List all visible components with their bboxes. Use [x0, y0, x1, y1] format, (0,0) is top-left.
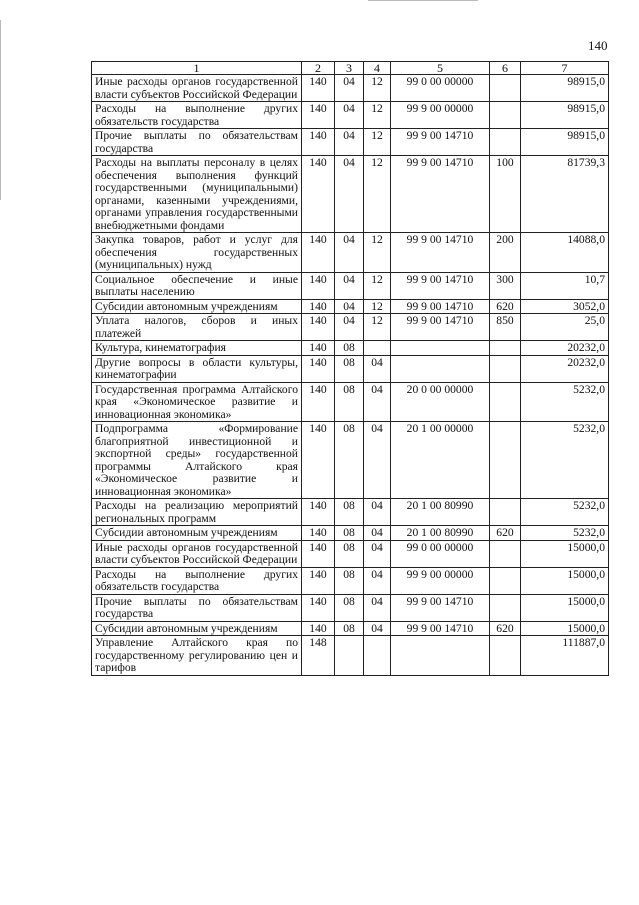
row-name-cell: Культура, кинематография	[92, 341, 302, 356]
row-name-cell: Субсидии автономным учреждениям	[92, 299, 302, 314]
section-code-cell: 04	[335, 272, 364, 299]
ministry-code-cell: 140	[302, 75, 335, 102]
ministry-code-cell: 140	[302, 499, 335, 526]
subsection-code-cell: 04	[364, 594, 391, 621]
table-row	[92, 75, 609, 102]
section-code-cell: 04	[335, 129, 364, 156]
ministry-code-cell: 140	[302, 341, 335, 356]
target-article-cell: 99 9 00 14710	[391, 314, 490, 341]
target-article-cell: 99 9 00 14710	[391, 129, 490, 156]
expense-type-cell	[490, 567, 521, 594]
subsection-code-cell: 12	[364, 75, 391, 102]
table-header-row	[92, 62, 609, 75]
amount-cell: 25,0	[521, 314, 609, 341]
row-name-cell: Управление Алтайского края по государственному регулированию цен и тарифов	[92, 636, 302, 676]
target-article-cell: 99 9 00 14710	[391, 233, 490, 273]
table-row	[92, 272, 609, 299]
expense-type-cell	[490, 355, 521, 382]
subsection-code-cell	[364, 341, 391, 356]
column-header: 3	[335, 62, 364, 75]
target-article-cell: 20 1 00 80990	[391, 526, 490, 541]
row-name-cell: Социальное обеспечение и иные выплаты населению	[92, 272, 302, 299]
section-code-cell: 08	[335, 499, 364, 526]
subsection-code-cell: 12	[364, 314, 391, 341]
amount-cell: 10,7	[521, 272, 609, 299]
table-row	[92, 567, 609, 594]
expense-type-cell	[490, 382, 521, 422]
table-row	[92, 233, 609, 273]
target-article-cell: 20 0 00 00000	[391, 382, 490, 422]
table-row	[92, 594, 609, 621]
target-article-cell: 99 9 00 00000	[391, 102, 490, 129]
row-name-cell: Подпрограмма «Формирование благоприятной инвестиционной и экспортной среды» государственной программы Алтайского края «Экономическое развитие и инновационная экономика»	[92, 422, 302, 499]
ministry-code-cell: 140	[302, 299, 335, 314]
target-article-cell: 99 9 00 14710	[391, 156, 490, 233]
target-article-cell: 99 9 00 14710	[391, 621, 490, 636]
ministry-code-cell: 140	[302, 382, 335, 422]
column-header: 4	[364, 62, 391, 75]
expense-type-cell	[490, 422, 521, 499]
amount-cell: 15000,0	[521, 567, 609, 594]
expense-type-cell	[490, 594, 521, 621]
subsection-code-cell: 12	[364, 272, 391, 299]
amount-cell: 81739,3	[521, 156, 609, 233]
row-name-cell: Расходы на выполнение других обязательств государства	[92, 102, 302, 129]
expense-type-cell	[490, 540, 521, 567]
subsection-code-cell: 04	[364, 382, 391, 422]
expense-type-cell	[490, 499, 521, 526]
ministry-code-cell: 140	[302, 355, 335, 382]
ministry-code-cell: 140	[302, 540, 335, 567]
section-code-cell: 08	[335, 540, 364, 567]
row-name-cell: Расходы на реализацию мероприятий региональных программ	[92, 499, 302, 526]
expense-type-cell: 620	[490, 299, 521, 314]
table-row	[92, 499, 609, 526]
subsection-code-cell	[364, 636, 391, 676]
section-code-cell	[335, 636, 364, 676]
table-row	[92, 636, 609, 676]
table-row	[92, 382, 609, 422]
target-article-cell: 99 9 00 14710	[391, 299, 490, 314]
section-code-cell: 04	[335, 314, 364, 341]
column-header: 1	[92, 62, 302, 75]
amount-cell: 5232,0	[521, 382, 609, 422]
amount-cell: 20232,0	[521, 341, 609, 356]
subsection-code-cell: 12	[364, 102, 391, 129]
expense-type-cell: 200	[490, 233, 521, 273]
ministry-code-cell: 148	[302, 636, 335, 676]
scan-edge-mark	[0, 20, 1, 200]
amount-cell: 5232,0	[521, 422, 609, 499]
row-name-cell: Иные расходы органов государственной власти субъектов Российской Федерации	[92, 75, 302, 102]
ministry-code-cell: 140	[302, 129, 335, 156]
amount-cell: 14088,0	[521, 233, 609, 273]
target-article-cell: 20 1 00 80990	[391, 499, 490, 526]
target-article-cell	[391, 636, 490, 676]
section-code-cell: 04	[335, 75, 364, 102]
section-code-cell: 04	[335, 299, 364, 314]
subsection-code-cell: 04	[364, 526, 391, 541]
section-code-cell: 08	[335, 382, 364, 422]
ministry-code-cell: 140	[302, 621, 335, 636]
subsection-code-cell: 12	[364, 233, 391, 273]
amount-cell: 111887,0	[521, 636, 609, 676]
row-name-cell: Государственная программа Алтайского края «Экономическое развитие и инновационная экономика»	[92, 382, 302, 422]
section-code-cell: 08	[335, 594, 364, 621]
scan-edge-mark	[368, 0, 478, 1]
table-row	[92, 422, 609, 499]
table-body	[92, 75, 609, 676]
row-name-cell: Закупка товаров, работ и услуг для обеспечения государственных (муниципальных) нужд	[92, 233, 302, 273]
row-name-cell: Субсидии автономным учреждениям	[92, 526, 302, 541]
ministry-code-cell: 140	[302, 233, 335, 273]
column-header: 2	[302, 62, 335, 75]
table-row	[92, 129, 609, 156]
target-article-cell: 99 0 00 00000	[391, 75, 490, 102]
section-code-cell: 08	[335, 341, 364, 356]
row-name-cell: Иные расходы органов государственной власти субъектов Российской Федерации	[92, 540, 302, 567]
ministry-code-cell: 140	[302, 594, 335, 621]
table-row	[92, 341, 609, 356]
table-row	[92, 526, 609, 541]
amount-cell: 5232,0	[521, 526, 609, 541]
ministry-code-cell: 140	[302, 272, 335, 299]
budget-table	[91, 61, 609, 676]
subsection-code-cell: 04	[364, 422, 391, 499]
amount-cell: 15000,0	[521, 594, 609, 621]
section-code-cell: 08	[335, 422, 364, 499]
table-row	[92, 355, 609, 382]
section-code-cell: 08	[335, 355, 364, 382]
table-row	[92, 314, 609, 341]
expense-type-cell	[490, 102, 521, 129]
amount-cell: 15000,0	[521, 540, 609, 567]
expense-type-cell: 620	[490, 526, 521, 541]
expense-type-cell	[490, 636, 521, 676]
amount-cell: 98915,0	[521, 102, 609, 129]
expense-type-cell: 620	[490, 621, 521, 636]
subsection-code-cell: 04	[364, 567, 391, 594]
subsection-code-cell: 12	[364, 156, 391, 233]
amount-cell: 98915,0	[521, 129, 609, 156]
table-row	[92, 540, 609, 567]
amount-cell: 3052,0	[521, 299, 609, 314]
subsection-code-cell: 04	[364, 621, 391, 636]
row-name-cell: Прочие выплаты по обязательствам государства	[92, 129, 302, 156]
target-article-cell: 99 0 00 00000	[391, 540, 490, 567]
target-article-cell: 99 9 00 14710	[391, 594, 490, 621]
ministry-code-cell: 140	[302, 567, 335, 594]
section-code-cell: 04	[335, 102, 364, 129]
expense-type-cell	[490, 341, 521, 356]
table-row	[92, 156, 609, 233]
column-header: 5	[391, 62, 490, 75]
section-code-cell: 04	[335, 156, 364, 233]
target-article-cell: 20 1 00 00000	[391, 422, 490, 499]
ministry-code-cell: 140	[302, 156, 335, 233]
table-row	[92, 299, 609, 314]
target-article-cell	[391, 341, 490, 356]
amount-cell: 5232,0	[521, 499, 609, 526]
subsection-code-cell: 04	[364, 540, 391, 567]
ministry-code-cell: 140	[302, 422, 335, 499]
ministry-code-cell: 140	[302, 314, 335, 341]
ministry-code-cell: 140	[302, 102, 335, 129]
expense-type-cell: 850	[490, 314, 521, 341]
section-code-cell: 08	[335, 567, 364, 594]
table-row	[92, 102, 609, 129]
amount-cell: 98915,0	[521, 75, 609, 102]
subsection-code-cell: 12	[364, 299, 391, 314]
row-name-cell: Другие вопросы в области культуры, кинематографии	[92, 355, 302, 382]
expense-type-cell	[490, 129, 521, 156]
row-name-cell: Уплата налогов, сборов и иных платежей	[92, 314, 302, 341]
target-article-cell: 99 9 00 00000	[391, 567, 490, 594]
subsection-code-cell: 04	[364, 355, 391, 382]
subsection-code-cell: 04	[364, 499, 391, 526]
amount-cell: 20232,0	[521, 355, 609, 382]
amount-cell: 15000,0	[521, 621, 609, 636]
target-article-cell	[391, 355, 490, 382]
column-header: 6	[490, 62, 521, 75]
row-name-cell: Субсидии автономным учреждениям	[92, 621, 302, 636]
target-article-cell: 99 9 00 14710	[391, 272, 490, 299]
page-number: 140	[588, 38, 608, 53]
expense-type-cell: 300	[490, 272, 521, 299]
expense-type-cell	[490, 75, 521, 102]
row-name-cell: Расходы на выполнение других обязательств государства	[92, 567, 302, 594]
expense-type-cell: 100	[490, 156, 521, 233]
row-name-cell: Прочие выплаты по обязательствам государства	[92, 594, 302, 621]
section-code-cell: 08	[335, 621, 364, 636]
column-header: 7	[521, 62, 609, 75]
subsection-code-cell: 12	[364, 129, 391, 156]
ministry-code-cell: 140	[302, 526, 335, 541]
row-name-cell: Расходы на выплаты персоналу в целях обеспечения выполнения функций государственными (муниципальными) органами, казенными учреждениями, органами управления государственными внебюджетными фондами	[92, 156, 302, 233]
table-row	[92, 621, 609, 636]
section-code-cell: 08	[335, 526, 364, 541]
section-code-cell: 04	[335, 233, 364, 273]
